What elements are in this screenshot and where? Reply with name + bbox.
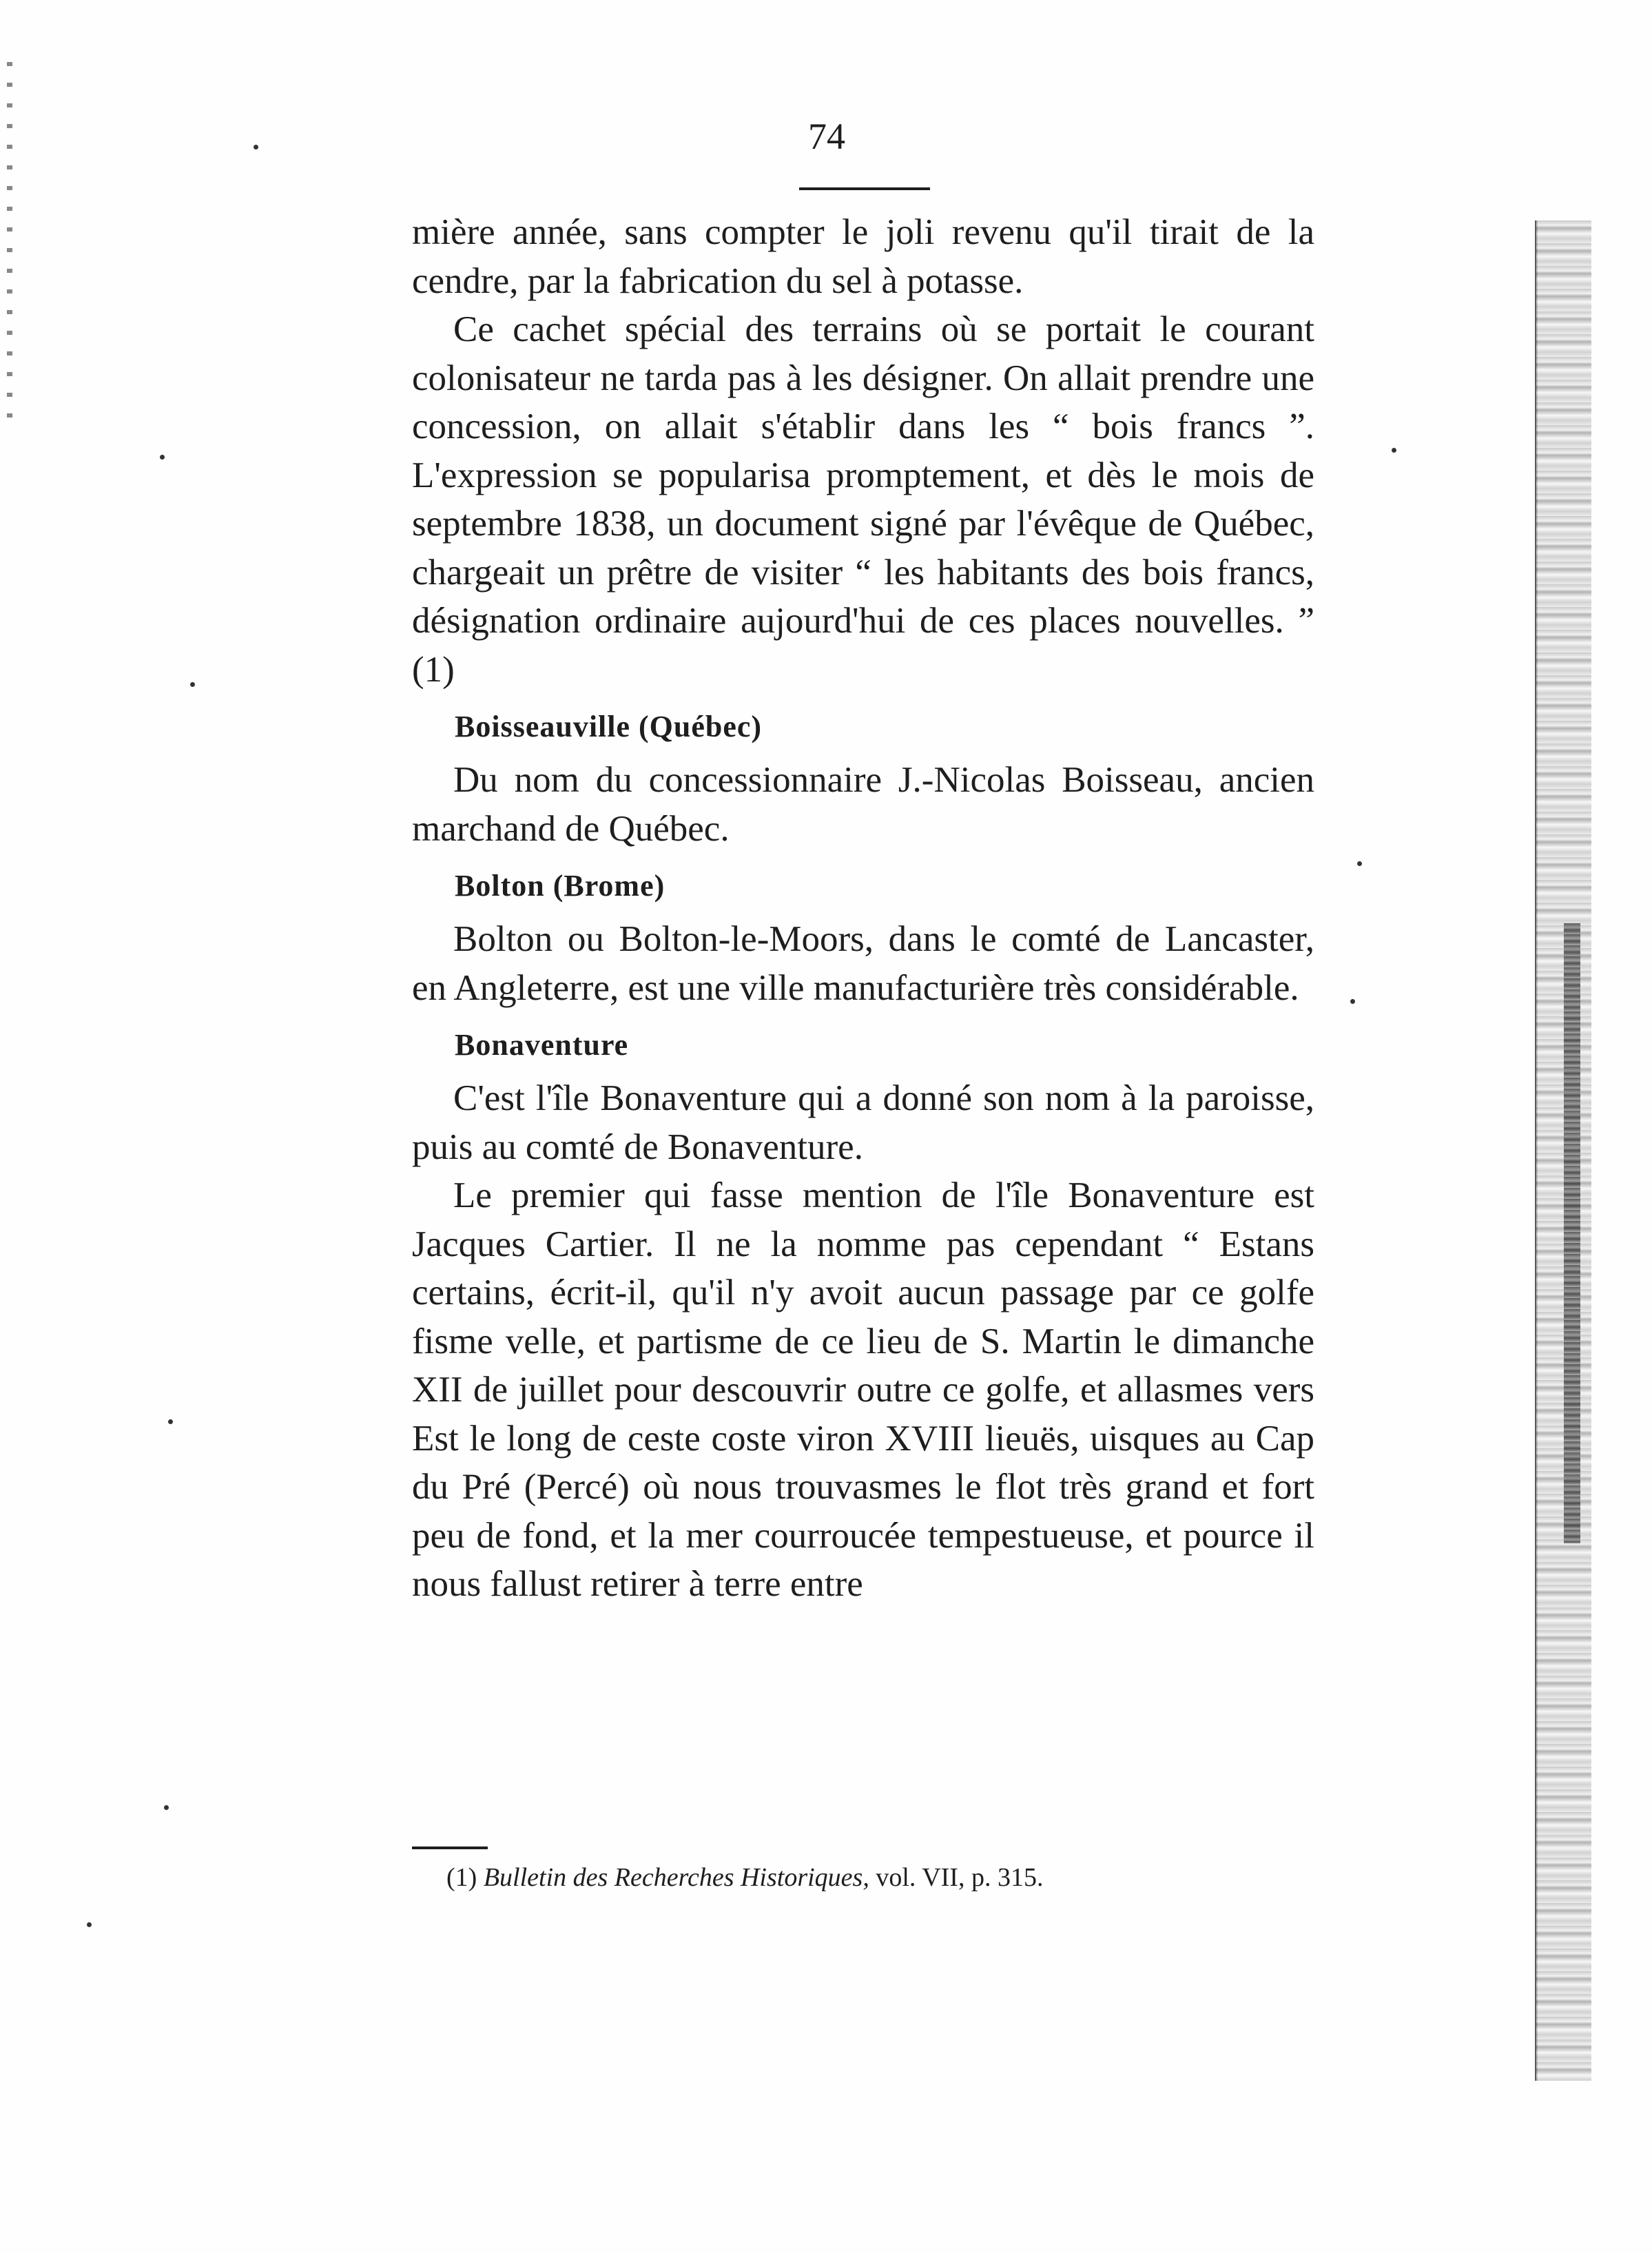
scan-speck [87, 1922, 92, 1927]
scan-speck [168, 1419, 173, 1424]
scan-speck [1392, 448, 1396, 453]
paragraph: Du nom du concessionnaire J.-Nicolas Boisseau, ancien marchand de Québec. [412, 760, 1314, 849]
scan-speck [254, 145, 258, 150]
paragraph: Ce cachet spécial des terrains où se portait le courant colonisateur ne tarda pas à les désigner. On allait prendre une concession, on allait s'établir dans les “ bois francs ”. L'expression se popularisa promptement, et dès le mois de septembre 1838, un document signé par l'évêque de Québec, chargeait un prêtre de visiter “ les habitants des bois francs, désignation ordinaire aujourd'hui de ces places nouvelles. ” (1) [412, 309, 1314, 690]
header-rule [799, 187, 930, 190]
scan-speck [190, 682, 195, 687]
scan-speck [1350, 999, 1355, 1004]
body-text [412, 208, 1314, 1609]
paragraph: Bolton ou Bolton-le-Moors, dans le comté de Lancaster, en Angleterre, est une ville manufacturière très considérable. [412, 919, 1314, 1008]
scan-speck [1357, 861, 1362, 866]
entry-heading: Bolton (Brome) [455, 869, 665, 903]
entry-heading: Boisseauville (Québec) [455, 710, 763, 743]
footnote-title: Bulletin des Recherches Historiques, [483, 1863, 869, 1892]
scan-edge-left [7, 62, 12, 420]
page-number: 74 [808, 116, 845, 157]
footnote-marker: (1) [446, 1863, 477, 1892]
entry-heading: Bonaventure [455, 1028, 629, 1062]
paragraph: C'est l'île Bonaventure qui a donné son nom à la paroisse, puis au comté de Bonaventure. [412, 1078, 1314, 1167]
paragraph: Le premier qui fasse mention de l'île Bonaventure est Jacques Cartier. Il ne la nomme pas cependant “ Estans certains, écrit-il, qu'il n'y avoit aucun passage par ce golfe fisme velle, et partisme de ce lieu de S. Martin le dimanche XII de juillet pour descouvrir outre ce golfe, et allasmes vers Est le long de ceste coste viron XVIII lieuës, uisques au Cap du Pré (Percé) où nous trouvasmes le flot très grand et fort peu de fond, et la mer courroucée tempestueuse, et pource il nous fallust retirer à terre entre [412, 1175, 1314, 1604]
scan-speck [160, 455, 165, 460]
footnote [446, 1860, 1342, 1895]
paragraph: mière année, sans compter le joli revenu qu'il tirait de la cendre, par la fabrication du sel à potasse. [412, 212, 1314, 301]
footnote-reference: vol. VII, p. 315. [876, 1863, 1044, 1892]
scan-edge-dark [1564, 923, 1580, 1543]
scan-speck [164, 1805, 169, 1810]
footnote-rule [412, 1846, 488, 1849]
